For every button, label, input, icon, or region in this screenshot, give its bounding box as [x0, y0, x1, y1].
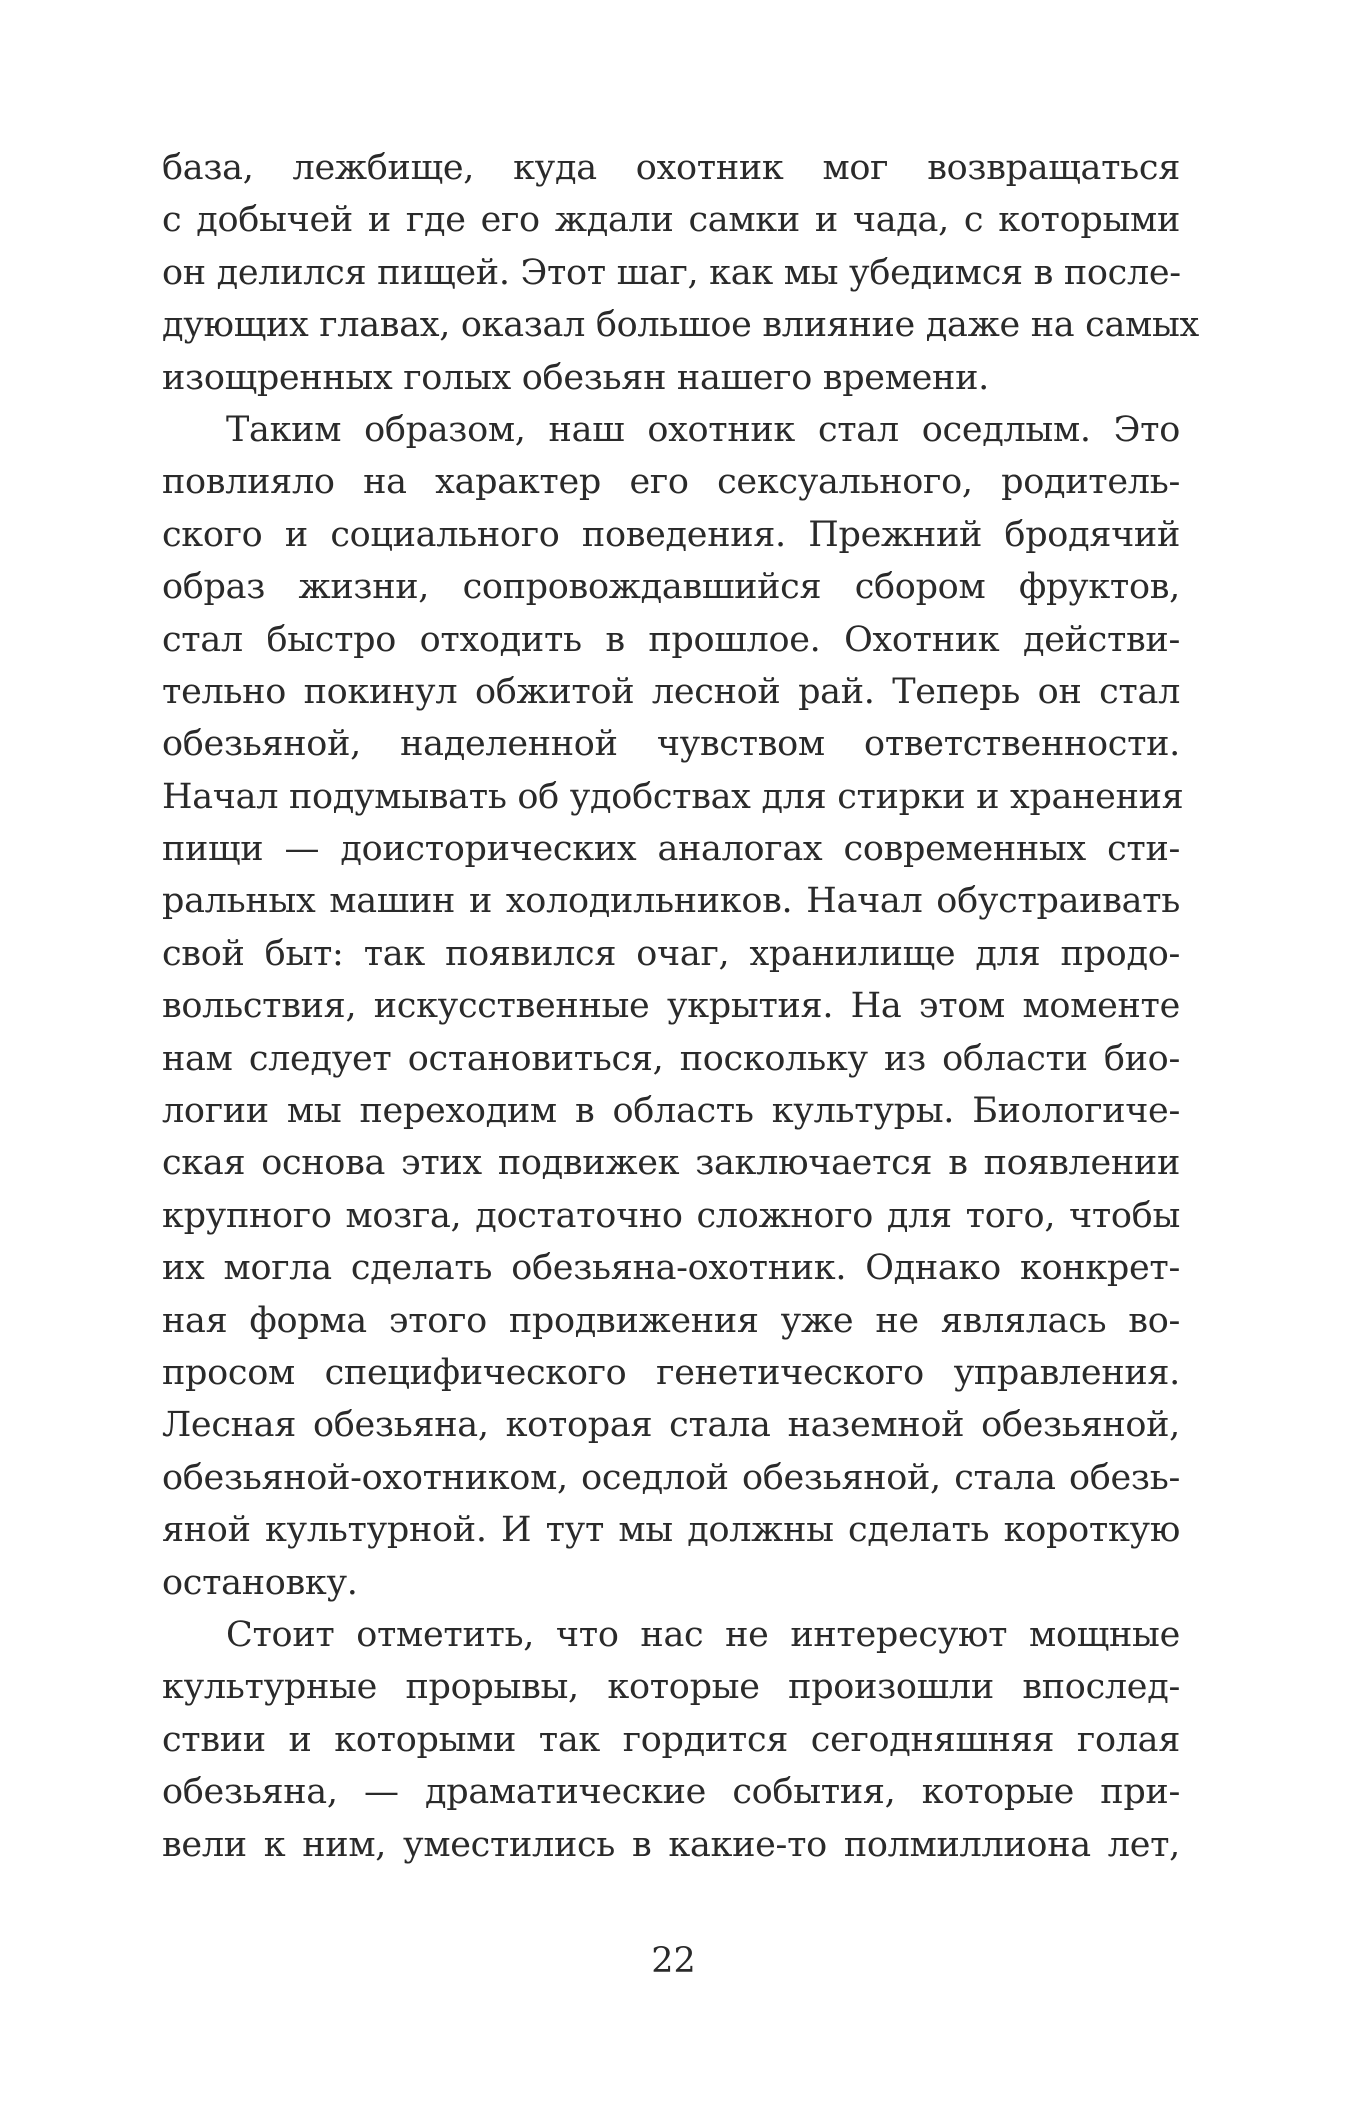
text-line: обезьяной-охотником, оседлой обезьяной, стала обезь- [162, 1457, 1180, 1498]
text-line: нам следует остановиться, поскольку из области био- [162, 1038, 1180, 1079]
text-line: стал быстро отходить в прошлое. Охотник действи- [162, 619, 1180, 660]
paragraph [162, 404, 1184, 1609]
text-line: вольствия, искусственные укрытия. На этом моменте [162, 986, 1180, 1027]
text-line: Стоит отметить, что нас не интересуют мощные [226, 1614, 1180, 1655]
text-line: ная форма этого продвижения уже не являлась во- [162, 1300, 1180, 1341]
text-line: вели к ним, уместились в какие-то полмиллиона лет, [162, 1824, 1180, 1865]
text-line: остановку. [162, 1562, 358, 1603]
text-line: Начал подумывать об удобствах для стирки и хранения [162, 776, 1184, 817]
text-line: их могла сделать обезьяна-охотник. Однако конкрет- [162, 1248, 1180, 1289]
text-line: логии мы переходим в область культуры. Биологиче- [162, 1091, 1180, 1132]
text-line: просом специфического генетического управления. [162, 1352, 1180, 1393]
text-line: ральных машин и холодильников. Начал обустраивать [162, 881, 1180, 922]
body-text [162, 142, 1199, 1871]
text-line: пищи — доисторических аналогах современных сти- [162, 829, 1180, 870]
text-line: повлияло на характер его сексуального, родитель- [162, 462, 1180, 503]
text-line: дующих главах, оказал большое влияние даже на самых [162, 305, 1199, 346]
text-line: изощренных голых обезьян нашего времени. [162, 357, 989, 398]
text-line: он делился пищей. Этот шаг, как мы убедимся в после- [162, 252, 1181, 293]
text-line: культурные прорывы, которые произошли впослед- [162, 1667, 1180, 1708]
text-line: яной культурной. И тут мы должны сделать короткую [162, 1510, 1180, 1551]
text-line: с добычей и где его ждали самки и чада, с которыми [162, 200, 1180, 241]
paragraph [162, 1609, 1180, 1871]
text-line: Таким образом, наш охотник стал оседлым. Это [226, 409, 1180, 450]
text-line: ская основа этих подвижек заключается в появлении [162, 1143, 1180, 1184]
text-line: образ жизни, сопровождавшийся сбором фруктов, [162, 567, 1180, 608]
text-line: ствии и которыми так гордится сегодняшняя голая [162, 1719, 1180, 1760]
paragraph [162, 142, 1199, 404]
text-line: тельно покинул обжитой лесной рай. Теперь он стал [162, 671, 1180, 712]
text-line: Лесная обезьяна, которая стала наземной обезьяной, [162, 1405, 1180, 1446]
text-line: ского и социального поведения. Прежний бродячий [162, 514, 1180, 555]
text-line: крупного мозга, достаточно сложного для того, чтобы [162, 1195, 1180, 1236]
text-line: база, лежбище, куда охотник мог возвращаться [162, 148, 1180, 188]
text-line: обезьяна, — драматические события, которые при- [162, 1772, 1180, 1813]
text-line: свой быт: так появился очаг, хранилище для продо- [162, 933, 1180, 974]
text-line: обезьяной, наделенной чувством ответственности. [162, 724, 1180, 765]
page-number: 22 [651, 1941, 696, 1981]
